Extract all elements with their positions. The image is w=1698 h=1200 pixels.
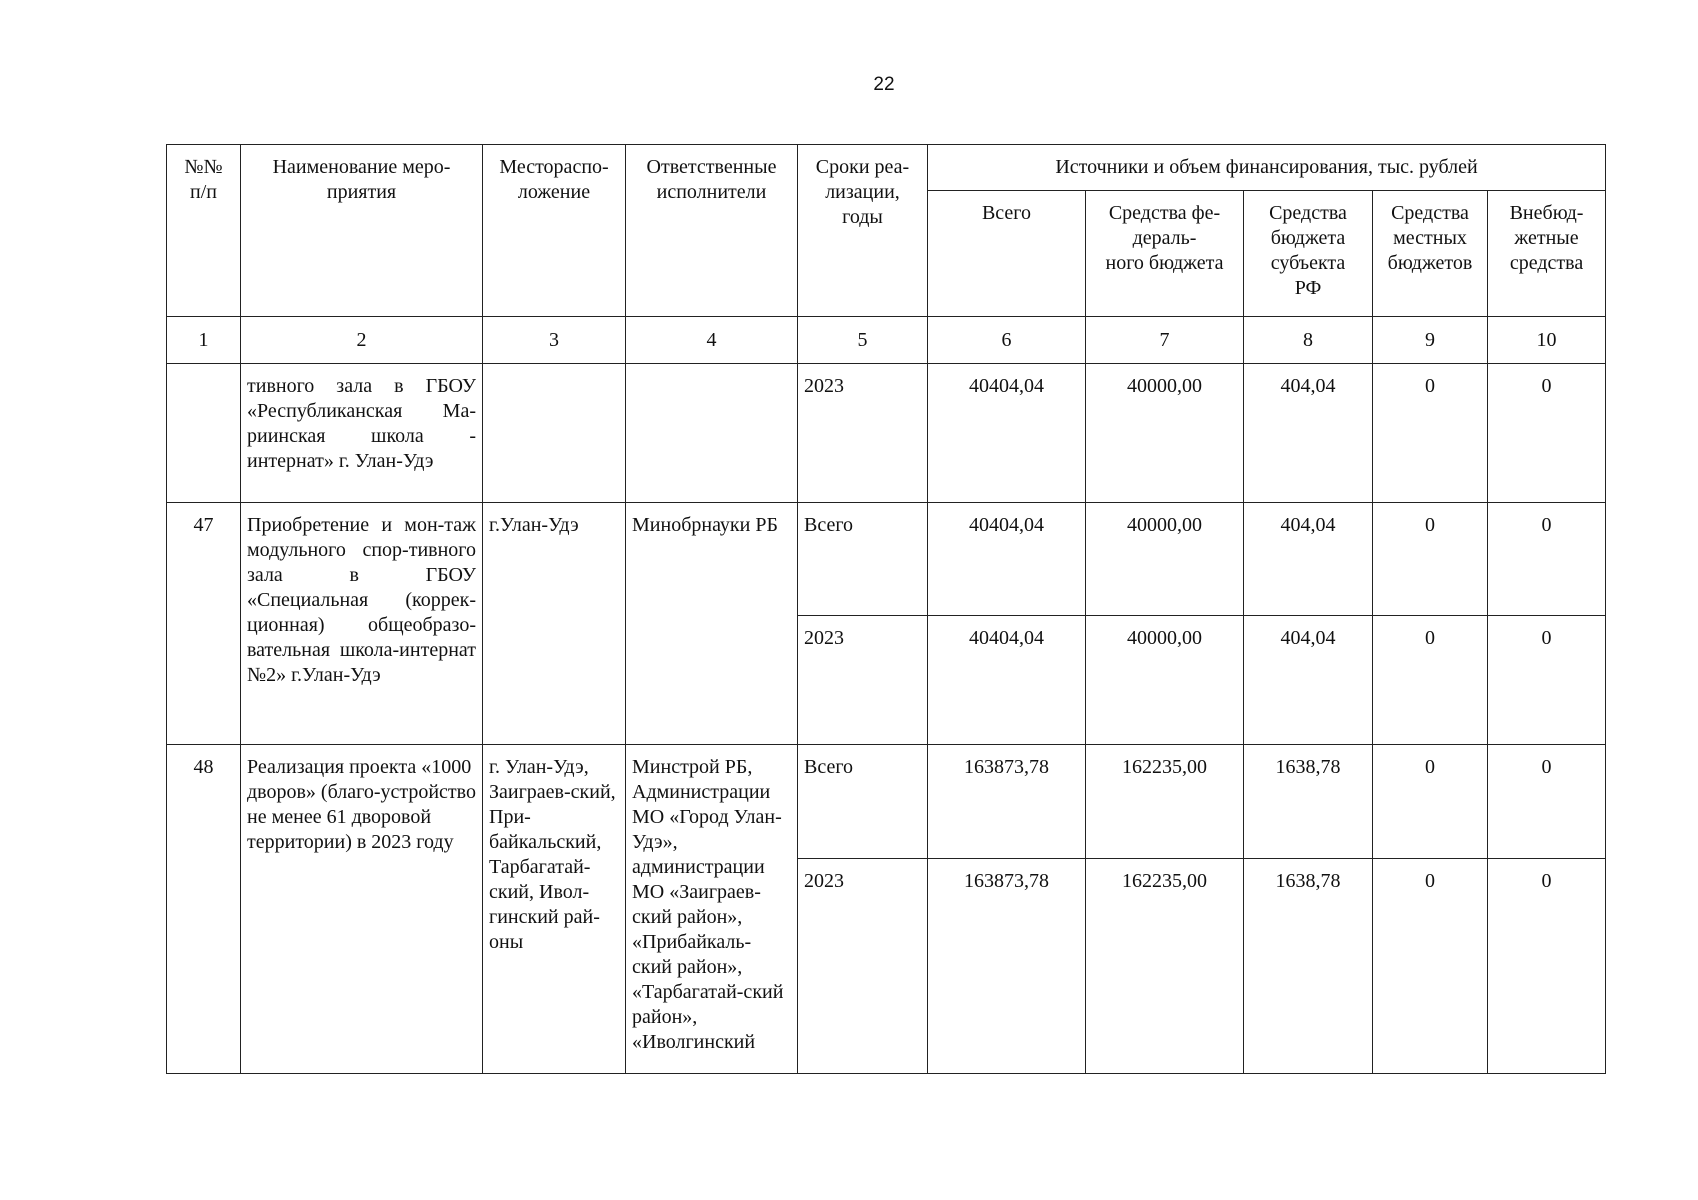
row-subject: 1638,78 <box>1244 745 1373 859</box>
row-total: 40404,04 <box>928 503 1086 616</box>
row-subject: 404,04 <box>1244 616 1373 745</box>
column-number: 4 <box>626 317 798 364</box>
page-number: 22 <box>873 74 895 95</box>
table-row <box>167 503 1606 616</box>
row-local: 0 <box>1373 503 1488 616</box>
header-funding-group: Источники и объем финансирования, тыс. рублей <box>928 145 1606 191</box>
row-offbudget: 0 <box>1488 745 1606 859</box>
column-number: 1 <box>167 317 241 364</box>
column-number: 3 <box>483 317 626 364</box>
column-number: 7 <box>1086 317 1244 364</box>
row-subject: 404,04 <box>1244 503 1373 616</box>
row-federal: 40000,00 <box>1086 503 1244 616</box>
table-row <box>167 364 1606 503</box>
row-executors: Минобрнауки РБ <box>626 503 798 745</box>
row-total: 163873,78 <box>928 745 1086 859</box>
row-federal: 40000,00 <box>1086 616 1244 745</box>
row-executors <box>626 364 798 503</box>
row-total: 40404,04 <box>928 616 1086 745</box>
row-federal: 40000,00 <box>1086 364 1244 503</box>
row-name: тивного зала в ГБОУ «Республиканская Ма-риинская школа - интернат» г. Улан-Удэ <box>241 364 483 503</box>
row-offbudget: 0 <box>1488 503 1606 616</box>
header-local: Средства местных бюджетов <box>1373 191 1488 317</box>
row-offbudget: 0 <box>1488 859 1606 1074</box>
row-num: 47 <box>167 503 241 745</box>
header-location: Местораспо- ложение <box>483 145 626 317</box>
row-location <box>483 364 626 503</box>
row-local: 0 <box>1373 859 1488 1074</box>
column-number: 8 <box>1244 317 1373 364</box>
column-number: 6 <box>928 317 1086 364</box>
row-term: 2023 <box>798 364 928 503</box>
header-num: №№ п/п <box>167 145 241 317</box>
row-executors: Минстрой РБ, Администрации МО «Город Улан-Удэ», администрации МО «Заиграев-ский район», «Прибайкаль-ский район», «Тарбагатай-ский район», «Иволгинский <box>626 745 798 1074</box>
row-total: 40404,04 <box>928 364 1086 503</box>
header-total: Всего <box>928 191 1086 317</box>
header-federal: Средства фе- дераль- ного бюджета <box>1086 191 1244 317</box>
row-term: Всего <box>798 745 928 859</box>
row-name: Приобретение и мон-таж модульного спор-тивного зала в ГБОУ «Специальная (коррек-ционная) общеобразо-вательная школа-интернат №2» г.Улан-Удэ <box>241 503 483 745</box>
row-location: г.Улан-Удэ <box>483 503 626 745</box>
row-subject: 404,04 <box>1244 364 1373 503</box>
row-term: Всего <box>798 503 928 616</box>
row-local: 0 <box>1373 364 1488 503</box>
row-subject: 1638,78 <box>1244 859 1373 1074</box>
row-local: 0 <box>1373 616 1488 745</box>
column-number: 9 <box>1373 317 1488 364</box>
row-offbudget: 0 <box>1488 616 1606 745</box>
funding-table <box>166 144 1606 1074</box>
header-name: Наименование меро- приятия <box>241 145 483 317</box>
row-term: 2023 <box>798 859 928 1074</box>
row-local: 0 <box>1373 745 1488 859</box>
header-terms: Сроки реа- лизации, годы <box>798 145 928 317</box>
row-total: 163873,78 <box>928 859 1086 1074</box>
header-subject: Средства бюджета субъекта РФ <box>1244 191 1373 317</box>
column-number: 10 <box>1488 317 1606 364</box>
row-num <box>167 364 241 503</box>
row-term: 2023 <box>798 616 928 745</box>
table-row <box>167 745 1606 859</box>
row-federal: 162235,00 <box>1086 859 1244 1074</box>
row-name: Реализация проекта «1000 дворов» (благо-устройство не менее 61 дворовой территории) в 2023 году <box>241 745 483 1074</box>
column-number: 2 <box>241 317 483 364</box>
header-executors: Ответственные исполнители <box>626 145 798 317</box>
row-num: 48 <box>167 745 241 1074</box>
row-federal: 162235,00 <box>1086 745 1244 859</box>
row-location: г. Улан-Удэ, Заиграев-ский, При-байкальский, Тарбагатай-ский, Ивол-гинский рай-оны <box>483 745 626 1074</box>
header-offbudget: Внебюд- жетные средства <box>1488 191 1606 317</box>
row-offbudget: 0 <box>1488 364 1606 503</box>
column-number: 5 <box>798 317 928 364</box>
